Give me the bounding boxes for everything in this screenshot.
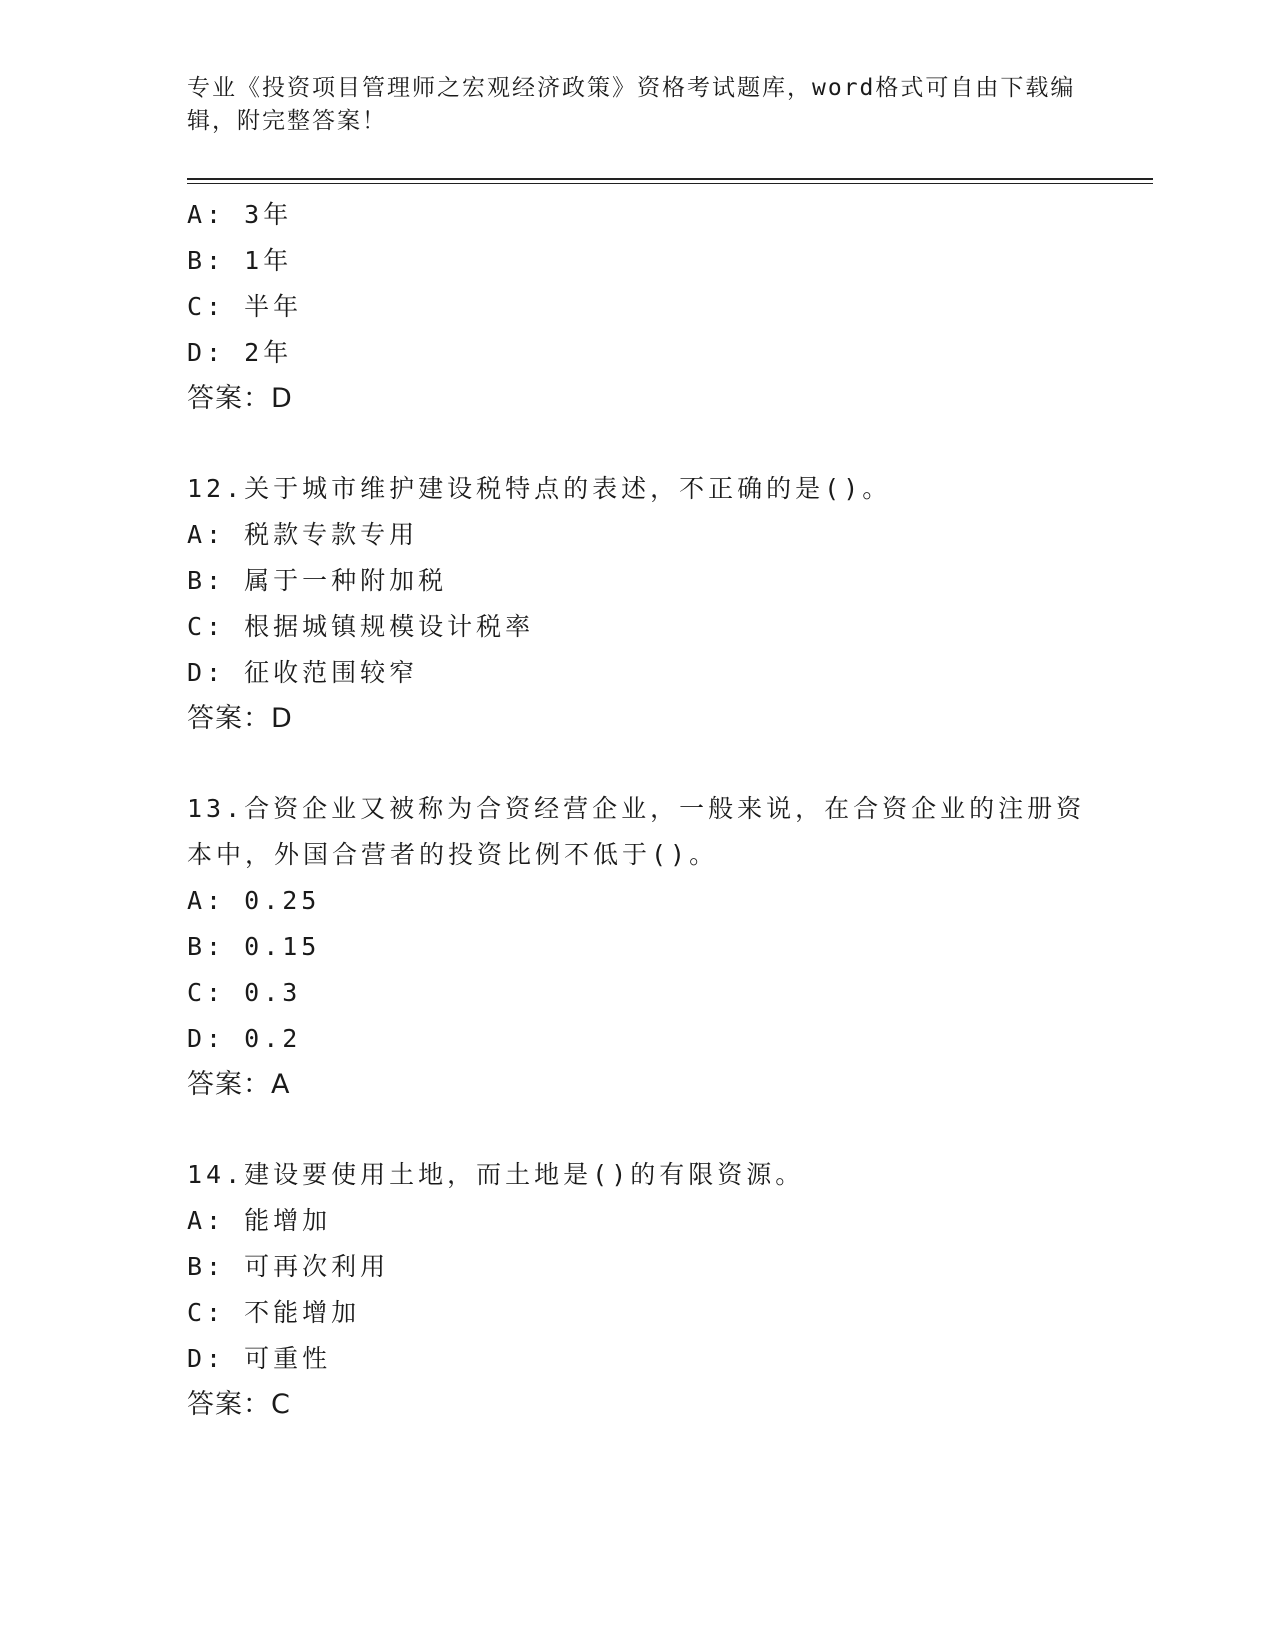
question-partial <box>187 192 1087 422</box>
option-b: B: 属于一种附加税 <box>187 566 448 595</box>
header-line-2: 辑，附完整答案！ <box>187 108 387 134</box>
header-divider <box>187 178 1153 184</box>
question-13 <box>187 786 1087 1108</box>
document-header <box>187 72 1087 138</box>
option-a: A: 税款专款专用 <box>187 520 419 549</box>
option-c: C: 不能增加 <box>187 1298 361 1327</box>
option-d: D: 征收范围较窄 <box>187 658 419 687</box>
answer: 答案：C <box>187 1389 291 1420</box>
option-a: A: 0.25 <box>187 886 321 915</box>
question-12 <box>187 466 1087 742</box>
question-text: 14.建设要使用土地，而土地是()的有限资源。 <box>187 1160 805 1189</box>
option-c: C: 0.3 <box>187 978 302 1007</box>
option-b: B: 0.15 <box>187 932 321 961</box>
question-14 <box>187 1152 1087 1428</box>
answer: 答案：A <box>187 1069 291 1100</box>
option-b: B: 1年 <box>187 246 293 275</box>
question-text-line-1: 13.合资企业又被称为合资经营企业，一般来说，在合资企业的注册资 <box>187 794 1086 823</box>
option-d: D: 0.2 <box>187 1024 302 1053</box>
option-a: A: 能增加 <box>187 1206 332 1235</box>
option-a: A: 3年 <box>187 200 293 229</box>
header-line-1: 专业《投资项目管理师之宏观经济政策》资格考试题库，word格式可自由下载编 <box>187 75 1076 101</box>
question-text: 12.关于城市维护建设税特点的表述，不正确的是()。 <box>187 474 892 503</box>
question-list <box>187 192 1087 1428</box>
answer: 答案：D <box>187 703 293 734</box>
question-text-line-2: 本中，外国合营者的投资比例不低于()。 <box>187 840 719 869</box>
option-d: D: 2年 <box>187 338 293 367</box>
option-c: C: 半年 <box>187 292 303 321</box>
option-d: D: 可重性 <box>187 1344 332 1373</box>
answer: 答案：D <box>187 383 293 414</box>
option-c: C: 根据城镇规模设计税率 <box>187 612 535 641</box>
option-b: B: 可再次利用 <box>187 1252 390 1281</box>
